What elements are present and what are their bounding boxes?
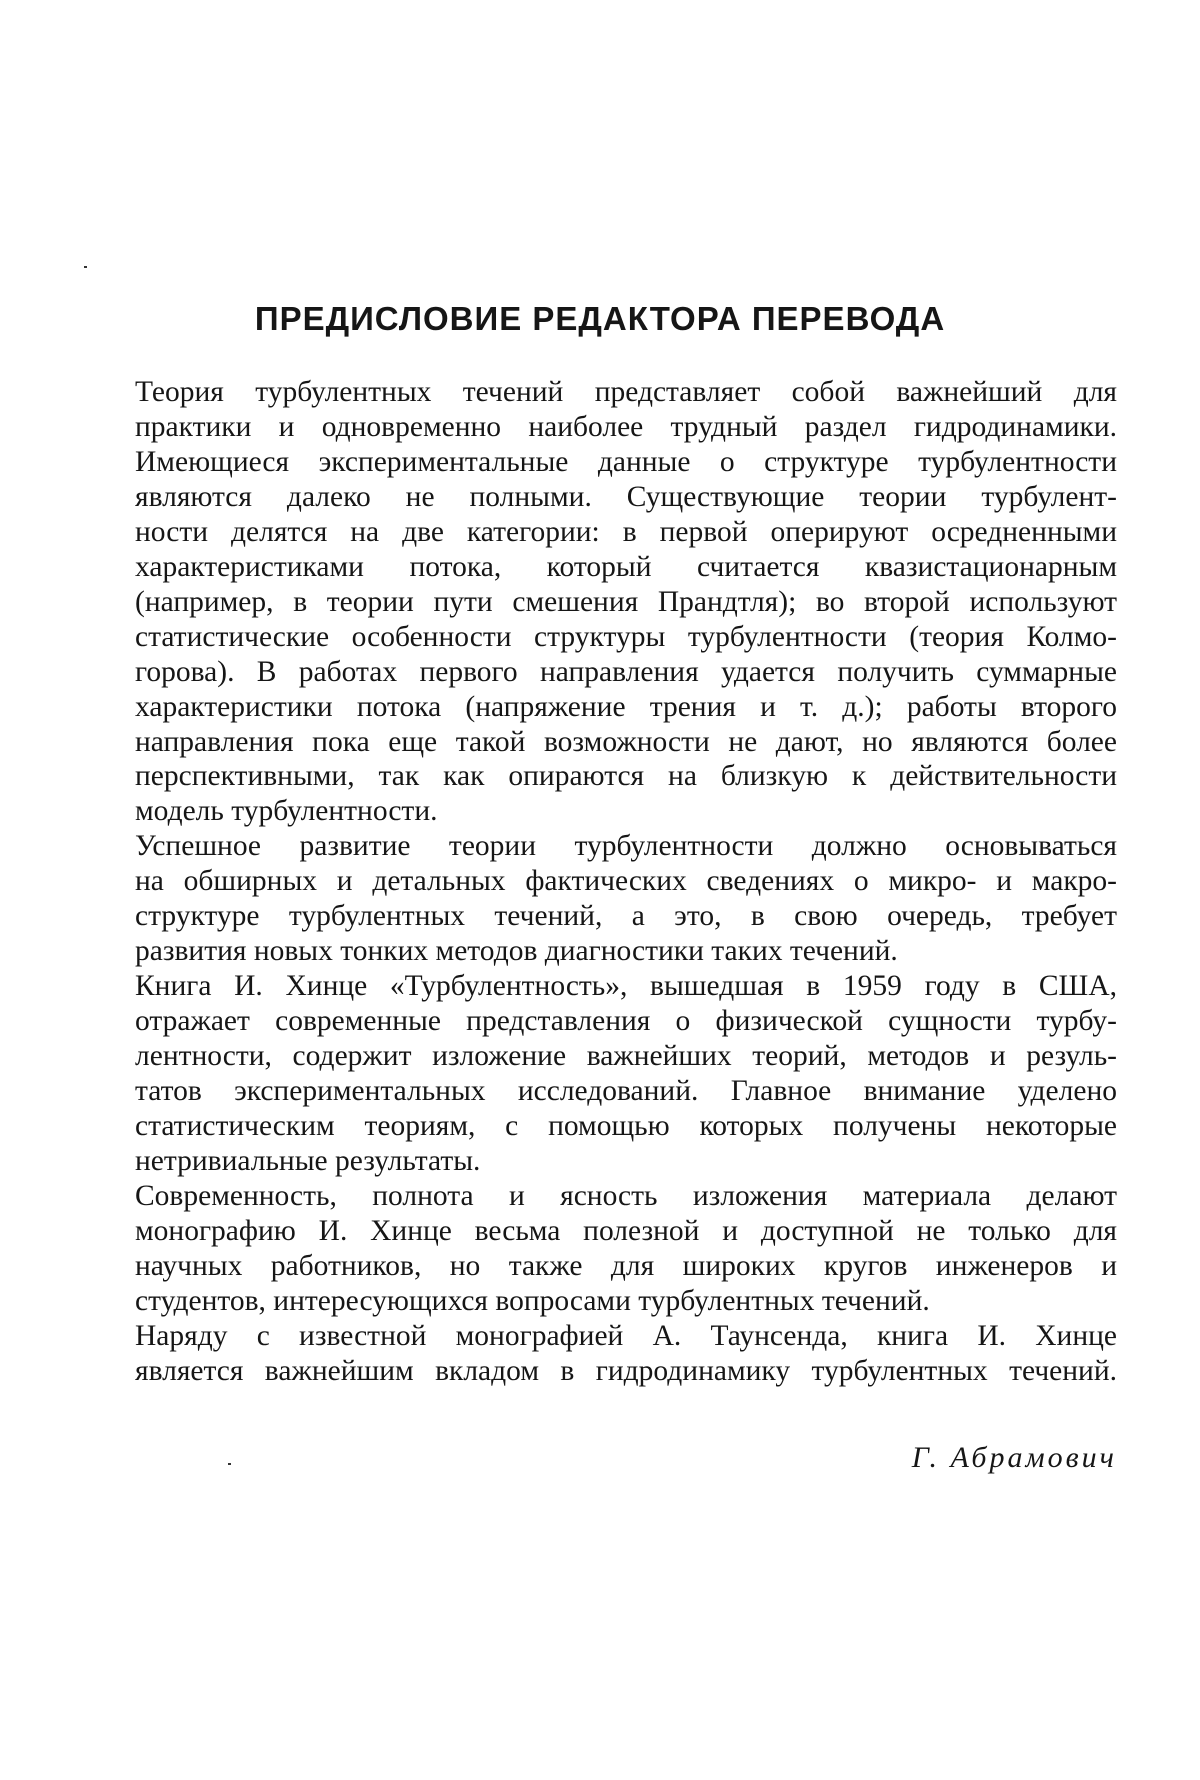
paragraph-2 bbox=[83, 829, 1117, 969]
text-line: студентов, интересующихся вопросами турбулентных течений. bbox=[135, 1284, 930, 1317]
text-line: (например, в теории пути смешения Прандтля); во второй используют bbox=[135, 585, 1117, 618]
text-line: характеристики потока (напряжение трения и т. д.); работы второго bbox=[135, 690, 1117, 723]
body-text bbox=[83, 375, 1117, 1389]
text-line: являются далеко не полными. Существующие теории турбулент- bbox=[135, 480, 1117, 513]
text-line: нетривиальные результаты. bbox=[135, 1144, 481, 1177]
text-line: модель турбулентности. bbox=[135, 795, 438, 828]
print-speck bbox=[228, 1463, 231, 1465]
text-line: Современность, полнота и ясность изложения материала делают bbox=[135, 1179, 1117, 1212]
text-line: отражает современные представления о физической сущности турбу- bbox=[135, 1005, 1117, 1038]
text-line: лентности, содержит изложение важнейших теорий, методов и резуль- bbox=[135, 1040, 1117, 1073]
signature: Г. Абрамович bbox=[911, 1441, 1117, 1474]
text-line: статистическим теориям, с помощью которых получены некоторые bbox=[135, 1110, 1117, 1143]
text-line: Наряду с известной монографией А. Таунсенда, книга И. Хинце bbox=[135, 1319, 1117, 1352]
text-line: монографию И. Хинце весьма полезной и доступной не только для bbox=[135, 1214, 1117, 1247]
paragraph-5 bbox=[83, 1319, 1117, 1389]
text-line: горова). В работах первого направления удается получить суммарные bbox=[135, 655, 1117, 688]
paragraph-3 bbox=[83, 969, 1117, 1179]
text-line: научных работников, но также для широких кругов инженеров и bbox=[135, 1249, 1117, 1282]
text-line: характеристиками потока, который считается квазистационарным bbox=[135, 550, 1117, 583]
text-line: Книга И. Хинце «Турбулентность», вышедшая в 1959 году в США, bbox=[135, 970, 1117, 1003]
paragraph-4 bbox=[83, 1179, 1117, 1319]
text-line: ности делятся на две категории: в первой оперируют осредненными bbox=[135, 515, 1117, 548]
text-line: статистические особенности структуры турбулентности (теория Колмо- bbox=[135, 620, 1117, 653]
text-line: направления пока еще такой возможности не дают, но являются более bbox=[135, 725, 1117, 758]
text-line: практики и одновременно наиболее трудный раздел гидродинамики. bbox=[135, 410, 1117, 443]
text-line: перспективными, так как опираются на близкую к действительности bbox=[135, 760, 1117, 793]
text-line: является важнейшим вкладом в гидродинамику турбулентных течений. bbox=[135, 1354, 1117, 1387]
paragraph-1 bbox=[83, 375, 1117, 829]
text-line: Успешное развитие теории турбулентности должно основываться bbox=[135, 830, 1117, 863]
text-line: на обширных и детальных фактических сведениях о микро- и макро- bbox=[135, 865, 1117, 898]
text-line: Имеющиеся экспериментальные данные о структуре турбулентности bbox=[135, 445, 1117, 478]
text-line: татов экспериментальных исследований. Главное внимание уделено bbox=[135, 1075, 1117, 1108]
text-line: структуре турбулентных течений, а это, в свою очередь, требует bbox=[135, 900, 1117, 933]
print-speck bbox=[84, 266, 87, 268]
text-line: развития новых тонких методов диагностики таких течений. bbox=[135, 935, 898, 968]
text-line: Теория турбулентных течений представляет собой важнейший для bbox=[135, 376, 1117, 408]
page-title: ПРЕДИСЛОВИЕ РЕДАКТОРА ПЕРЕВОДА bbox=[254, 300, 946, 337]
